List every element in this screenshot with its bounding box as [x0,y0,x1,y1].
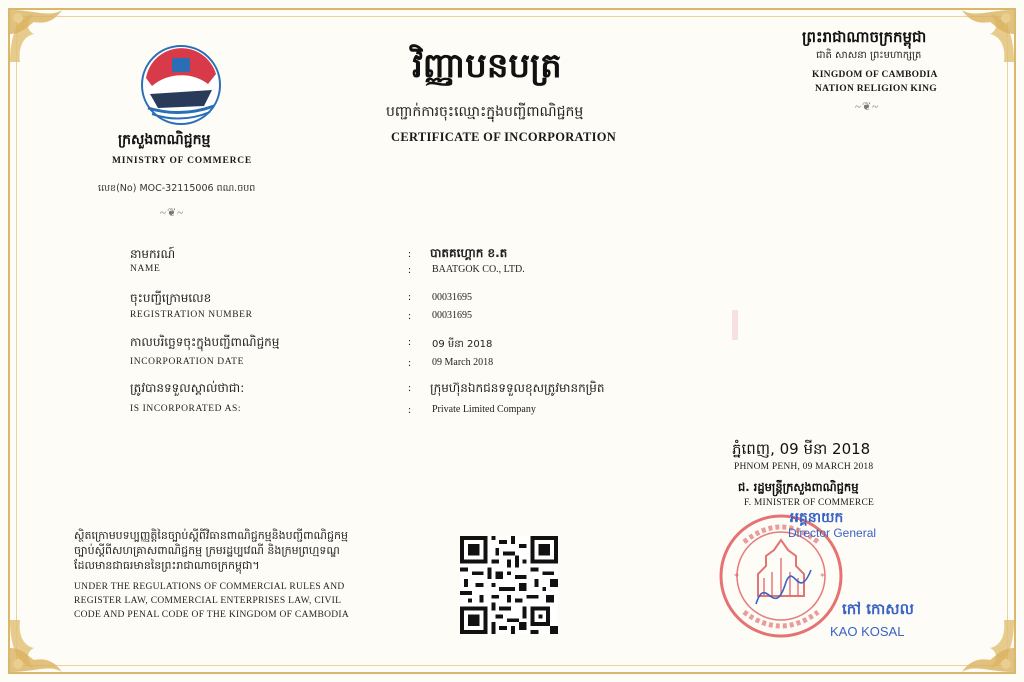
field-value-en: 00031695 [432,310,472,321]
ministry-name-km: ក្រសួងពាណិជ្ជកម្ម [118,132,211,148]
field-colon: : [408,248,412,260]
motto-km: ជាតិ សាសនា ព្រះមហាក្សត្រ [816,50,922,61]
field-label-km: ត្រូវបានទទួលស្គាល់ថាជា: [130,381,245,395]
legal-line-en: UNDER THE REGULATIONS OF COMMERCIAL RULES AND [74,582,345,592]
field-label-en: INCORPORATION DATE [130,357,244,367]
legal-line-km: ដែលមានជាធរមាននៃព្រះរាជាណាចក្រកម្ពុជា។ [74,559,260,572]
field-colon: : [408,382,412,394]
legal-line-km: ច្បាប់ស្ដីពីសហគ្រាសពាណិជ្ជកម្ម ក្រមរដ្ឋប្បវេណី និងក្រមព្រហ្មទណ្ឌ [74,544,340,557]
minister-title-en: F. MINISTER OF COMMERCE [744,498,874,508]
ministry-name-en: MINISTRY OF COMMERCE [112,156,253,166]
field-colon: : [408,404,412,416]
field-colon: : [408,336,412,348]
legal-line-en: REGISTER LAW, COMMERCIAL ENTERPRISES LAW, CIVIL [74,596,342,606]
legal-line-en: CODE AND PENAL CODE OF THE KINGDOM OF CAMBODIA [74,610,350,620]
scroll-ornament-icon: ~❦~ [855,101,880,113]
corner-ornament-icon [4,614,68,678]
field-value-km: 00031695 [432,292,472,303]
field-label-en: NAME [130,264,161,274]
motto-en: NATION RELIGION KING [815,84,937,94]
field-value-en: BAATGOK CO., LTD. [432,264,525,275]
legal-text-km [74,528,348,573]
position-km: អគ្គនាយក [790,510,844,526]
legal-line-km: ស្ថិតក្រោមបទប្បញ្ញត្តិនៃច្បាប់ស្ដីពីវិធានពាណិជ្ជកម្មនិងបញ្ជីពាណិជ្ជកម្ម [74,529,348,542]
kingdom-km: ព្រះរាជាណាចក្រកម្ពុជា [802,28,927,46]
field-colon: : [408,357,412,369]
corner-ornament-icon [4,4,68,68]
field-label-en: IS INCORPORATED AS: [130,404,242,414]
svg-text:*: * [734,572,739,583]
signatory-name-en: KAO KOSAL [830,624,905,639]
place-date-en: PHNOM PENH, 09 MARCH 2018 [734,462,874,472]
position-en: Director General [788,526,877,540]
subtitle-km: បញ្ជាក់ការចុះឈ្មោះក្នុងបញ្ជីពាណិជ្ជកម្ម [386,104,584,120]
field-colon: : [408,264,412,276]
qr-code-icon [460,536,558,634]
svg-text:*: * [820,572,825,583]
document-number: លេខ(No) MOC-32115006 ពណ.ចបព [98,183,256,194]
field-value-en: Private Limited Company [432,404,536,415]
field-value-en: 09 March 2018 [432,357,494,368]
place-date-km: ភ្នំពេញ, 09 មីនា 2018 [732,440,871,458]
field-value-km: 09 មីនា 2018 [432,339,493,350]
kingdom-en: KINGDOM OF CAMBODIA [812,70,938,80]
ministry-logo-icon [138,44,224,126]
field-colon: : [408,291,412,303]
field-label-km: នាមករណ៍ [130,247,176,261]
corner-ornament-icon [956,4,1020,68]
field-label-en: REGISTRATION NUMBER [130,310,253,320]
field-value-km: បាតគហ្គោក ខ.ត [430,246,508,260]
field-colon: : [408,310,412,322]
scan-mark [732,310,738,340]
field-label-km: ចុះបញ្ជីក្រោមលេខ [130,291,212,305]
scroll-ornament-icon: ~❦~ [160,207,185,219]
minister-title-km: ជ. រដ្ឋមន្ត្រីក្រសួងពាណិជ្ជកម្ម [738,480,859,494]
title-en: CERTIFICATE OF INCORPORATION [391,130,617,144]
title-km: វិញ្ញាបនបត្រ [412,46,562,86]
field-label-km: កាលបរិច្ឆេទចុះក្នុងបញ្ជីពាណិជ្ជកម្ម [130,335,280,349]
signatory-name-km: កៅ កោសល [842,600,914,618]
corner-ornament-icon [956,614,1020,678]
legal-text-en [74,580,349,622]
field-value-km: ក្រុមហ៊ុនឯកជនទទួលខុសត្រូវមានកម្រិត [430,381,605,395]
